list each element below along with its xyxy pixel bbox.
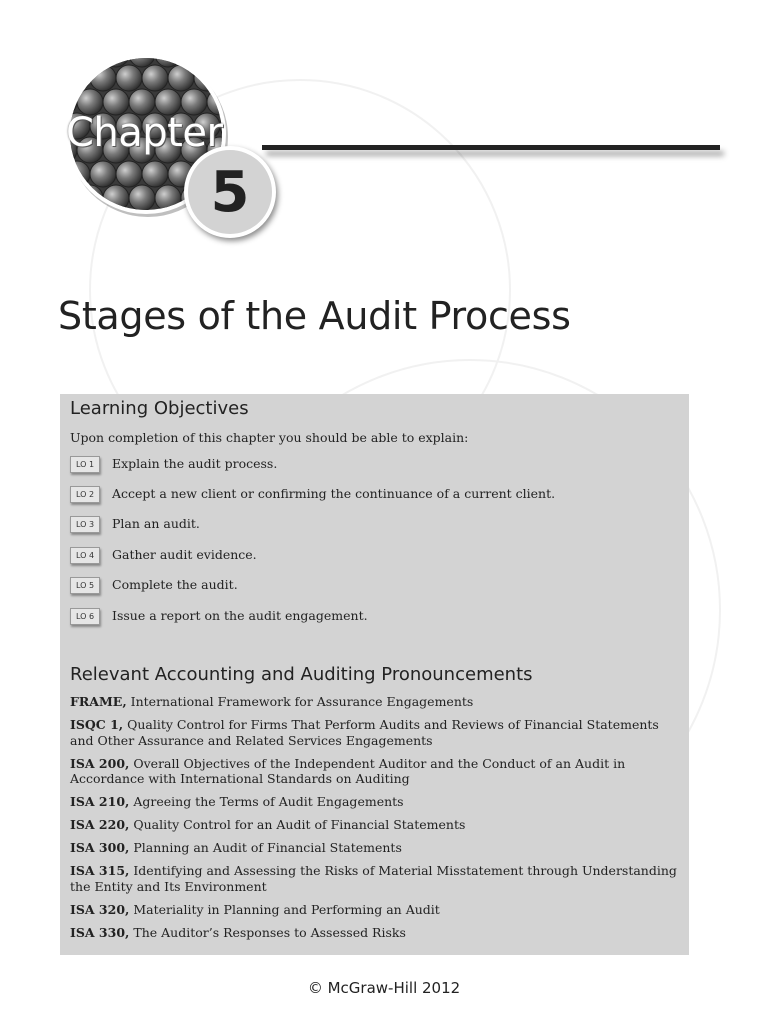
pronouncement-title: Planning an Audit of Financial Statements (133, 840, 402, 855)
lo-badge: LO 2 (70, 486, 100, 503)
pronouncement-title: Overall Objectives of the Independent Auditor and the Conduct of an Audit in Accordance with International Standards on Auditing (70, 755, 626, 786)
pronouncement-item (70, 756, 680, 787)
learning-objectives-intro: Upon completion of this chapter you should be able to explain: (70, 430, 469, 445)
lo-text: Gather audit evidence. (112, 547, 257, 562)
page-title: Stages of the Audit Process (58, 294, 571, 338)
copyright-footer: © McGraw-Hill 2012 (307, 979, 461, 997)
lo-badge: LO 1 (70, 456, 100, 473)
pronouncement-code: ISA 315, (70, 863, 130, 878)
chapter-label: Chapter (66, 110, 223, 156)
lo-text: Plan an audit. (112, 516, 200, 531)
learning-objectives-heading: Learning Objectives (70, 398, 249, 419)
pronouncement-item (70, 717, 680, 748)
pronouncement-title: Quality Control for Firms That Perform Audits and Reviews of Financial Statements and Other Assurance and Related Services Engagements (70, 717, 659, 748)
pronouncement-item (70, 925, 680, 941)
pronouncement-item (70, 817, 680, 833)
pronouncement-code: FRAME, (70, 694, 127, 709)
lo-text: Issue a report on the audit engagement. (112, 608, 368, 623)
pronouncement-code: ISA 210, (70, 794, 130, 809)
lo-badge: LO 5 (70, 577, 100, 594)
pronouncement-code: ISQC 1, (70, 717, 124, 732)
pronouncement-title: Agreeing the Terms of Audit Engagements (133, 794, 404, 809)
pronouncement-code: ISA 330, (70, 924, 130, 940)
pronouncements-heading: Relevant Accounting and Auditing Pronouncements (70, 664, 533, 685)
pronouncement-title: Identifying and Assessing the Risks of Material Misstatement through Understanding the Entity and Its Environment (70, 863, 677, 894)
pronouncement-item (70, 694, 680, 710)
pronouncement-item (70, 840, 680, 856)
lo-badge: LO 3 (70, 516, 100, 533)
pronouncements-list (70, 694, 680, 948)
pronouncement-title: International Framework for Assurance Engagements (130, 694, 474, 709)
pronouncement-title: Quality Control for an Audit of Financial Statements (133, 817, 466, 832)
pronouncement-title: The Auditor’s Responses to Assessed Risks (133, 924, 406, 940)
chapter-rule (262, 145, 720, 150)
pronouncement-item (70, 902, 680, 918)
pronouncement-code: ISA 220, (70, 817, 130, 832)
lo-badge: LO 4 (70, 547, 100, 564)
objectives-panel (60, 394, 689, 955)
pronouncement-code: ISA 320, (70, 901, 130, 917)
lo-text: Accept a new client or confirming the continuance of a current client. (112, 486, 556, 501)
lo-badge: LO 6 (70, 608, 100, 625)
pronouncement-item (70, 794, 680, 810)
pronouncement-title: Materiality in Planning and Performing an Audit (133, 901, 440, 917)
pronouncement-code: ISA 300, (70, 840, 130, 855)
lo-text: Complete the audit. (112, 577, 238, 592)
pronouncement-item (70, 863, 680, 894)
pronouncement-code: ISA 200, (70, 755, 130, 771)
chapter-number: 5 (184, 146, 276, 238)
lo-text: Explain the audit process. (112, 456, 278, 471)
